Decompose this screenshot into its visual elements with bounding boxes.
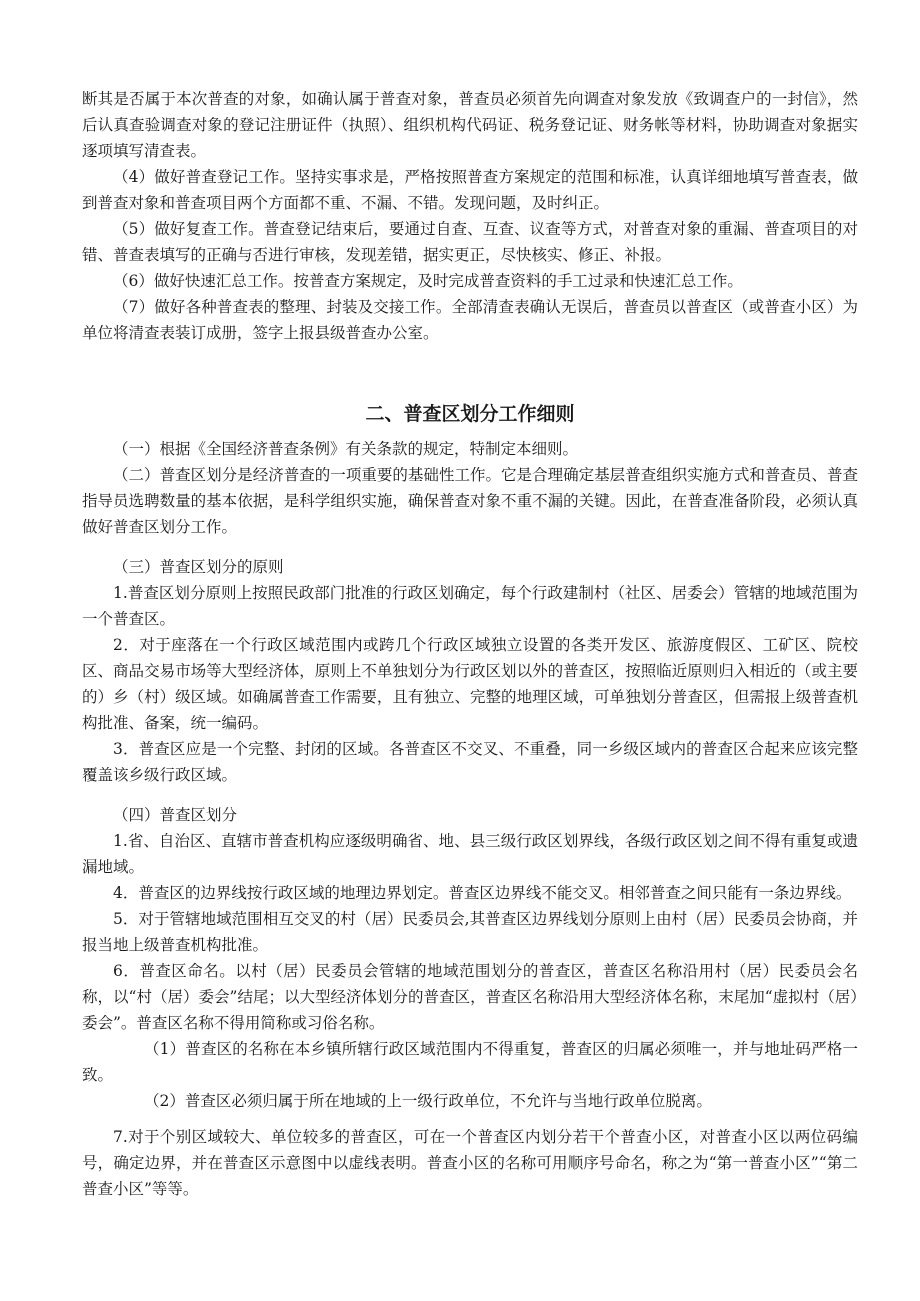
paragraph-continuation: 断其是否属于本次普查的对象，如确认属于普查对象，普查员必须首先向调查对象发放《致调查户的一封信》，然后认真查验调查对象的登记注册证件（执照）、组织机构代码证、税务登记证、财务帐等材料，协助调查对象据实逐项填写清查表。	[82, 90, 858, 160]
paragraph-summary: （6）做好快速汇总工作。按普查方案规定，及时完成普查资料的手工过录和快速汇总工作。	[113, 272, 743, 290]
paragraph-registration: （4）做好普查登记工作。坚持实事求是，严格按照普查方案规定的范围和标准，认真详细地填写普查表，做到普查对象和普查项目两个方面都不重、不漏、不错。发现问题，及时纠正。	[82, 168, 858, 212]
principle-2: 2．对于座落在一个行政区域范围内或跨几个行政区域独立设置的各类开发区、旅游度假区、工矿区、院校区、商品交易市场等大型经济体，原则上不单独划分为行政区划以外的普查区，按照临近原则归入相近的（或主要的）乡（村）级区域。如确属普查工作需要，且有独立、完整的地理区域，可单独划分普查区，但需报上级普查机构批准、备案，统一编码。	[82, 636, 858, 732]
subheading-principles: （三）普查区划分的原则	[113, 558, 284, 576]
document-page	[82, 86, 858, 1202]
division-4: 4．普查区的边界线按行政区域的地理边界划定。普查区边界线不能交叉。相邻普查之间只能有一条边界线。	[113, 884, 852, 902]
division-6: 6．普查区命名。以村（居）民委员会管辖的地域范围划分的普查区，普查区名称沿用村（居）民委员会名称，以“村（居）委会”结尾；以大型经济体划分的普查区，普查区名称沿用大型经济体名称，末尾加“虚拟村（居）委会”。普查区名称不得用简称或习俗名称。	[82, 962, 858, 1032]
division-7: 7.对于个别区域较大、单位较多的普查区，可在一个普查区内划分若干个普查小区，对普查小区以两位码编号，确定边界，并在普查区示意图中以虚线表明。普查小区的名称可用顺序号命名，称之为“第一普查小区”“第二普查小区”等等。	[82, 1128, 858, 1198]
principle-1: 1.普查区划分原则上按照民政部门批准的行政区划确定，每个行政建制村（社区、居委会）管辖的地域范围为一个普查区。	[82, 584, 858, 628]
subheading-division: （四）普查区划分	[113, 806, 238, 824]
division-6-item-2: （2）普查区必须归属于所在地域的上一级行政单位，不允许与当地行政单位脱离。	[144, 1092, 712, 1110]
paragraph-importance: （二）普查区划分是经济普查的一项重要的基础性工作。它是合理确定基层普查组织实施方式和普查员、普查指导员选聘数量的基本依据，是科学组织实施，确保普查对象不重不漏的关键。因此，在普查准备阶段，必须认真做好普查区划分工作。	[82, 466, 858, 536]
paragraph-review: （5）做好复查工作。普查登记结束后，要通过自查、互查、议查等方式，对普查对象的重漏、普查项目的对错、普查表填写的正确与否进行审核，发现差错，据实更正，尽快核实、修正、补报。	[82, 220, 858, 264]
division-1: 1.省、自治区、直辖市普查机构应逐级明确省、地、县三级行政区划界线，各级行政区划之间不得有重复或遗漏地域。	[82, 832, 858, 876]
paragraph-basis: （一）根据《全国经济普查条例》有关条款的规定，特制定本细则。	[113, 440, 579, 458]
division-5: 5．对于管辖地域范围相互交叉的村（居）民委员会,其普查区边界线划分原则上由村（居）民委员会协商，并报当地上级普查机构批准。	[82, 910, 858, 954]
section-heading: 二、普查区划分工作细则	[365, 403, 575, 425]
principle-3: 3．普查区应是一个完整、封闭的区域。各普查区不交叉、不重叠，同一乡级区域内的普查区合起来应该完整覆盖该乡级行政区域。	[82, 740, 858, 784]
division-6-item-1: （1）普查区的名称在本乡镇所辖行政区域范围内不得重复，普查区的归属必须唯一，并与地址码严格一致。	[82, 1040, 858, 1084]
paragraph-packaging: （7）做好各种普查表的整理、封装及交接工作。全部清查表确认无误后，普查员以普查区（或普查小区）为单位将清查表装订成册，签字上报县级普查办公室。	[82, 298, 858, 342]
